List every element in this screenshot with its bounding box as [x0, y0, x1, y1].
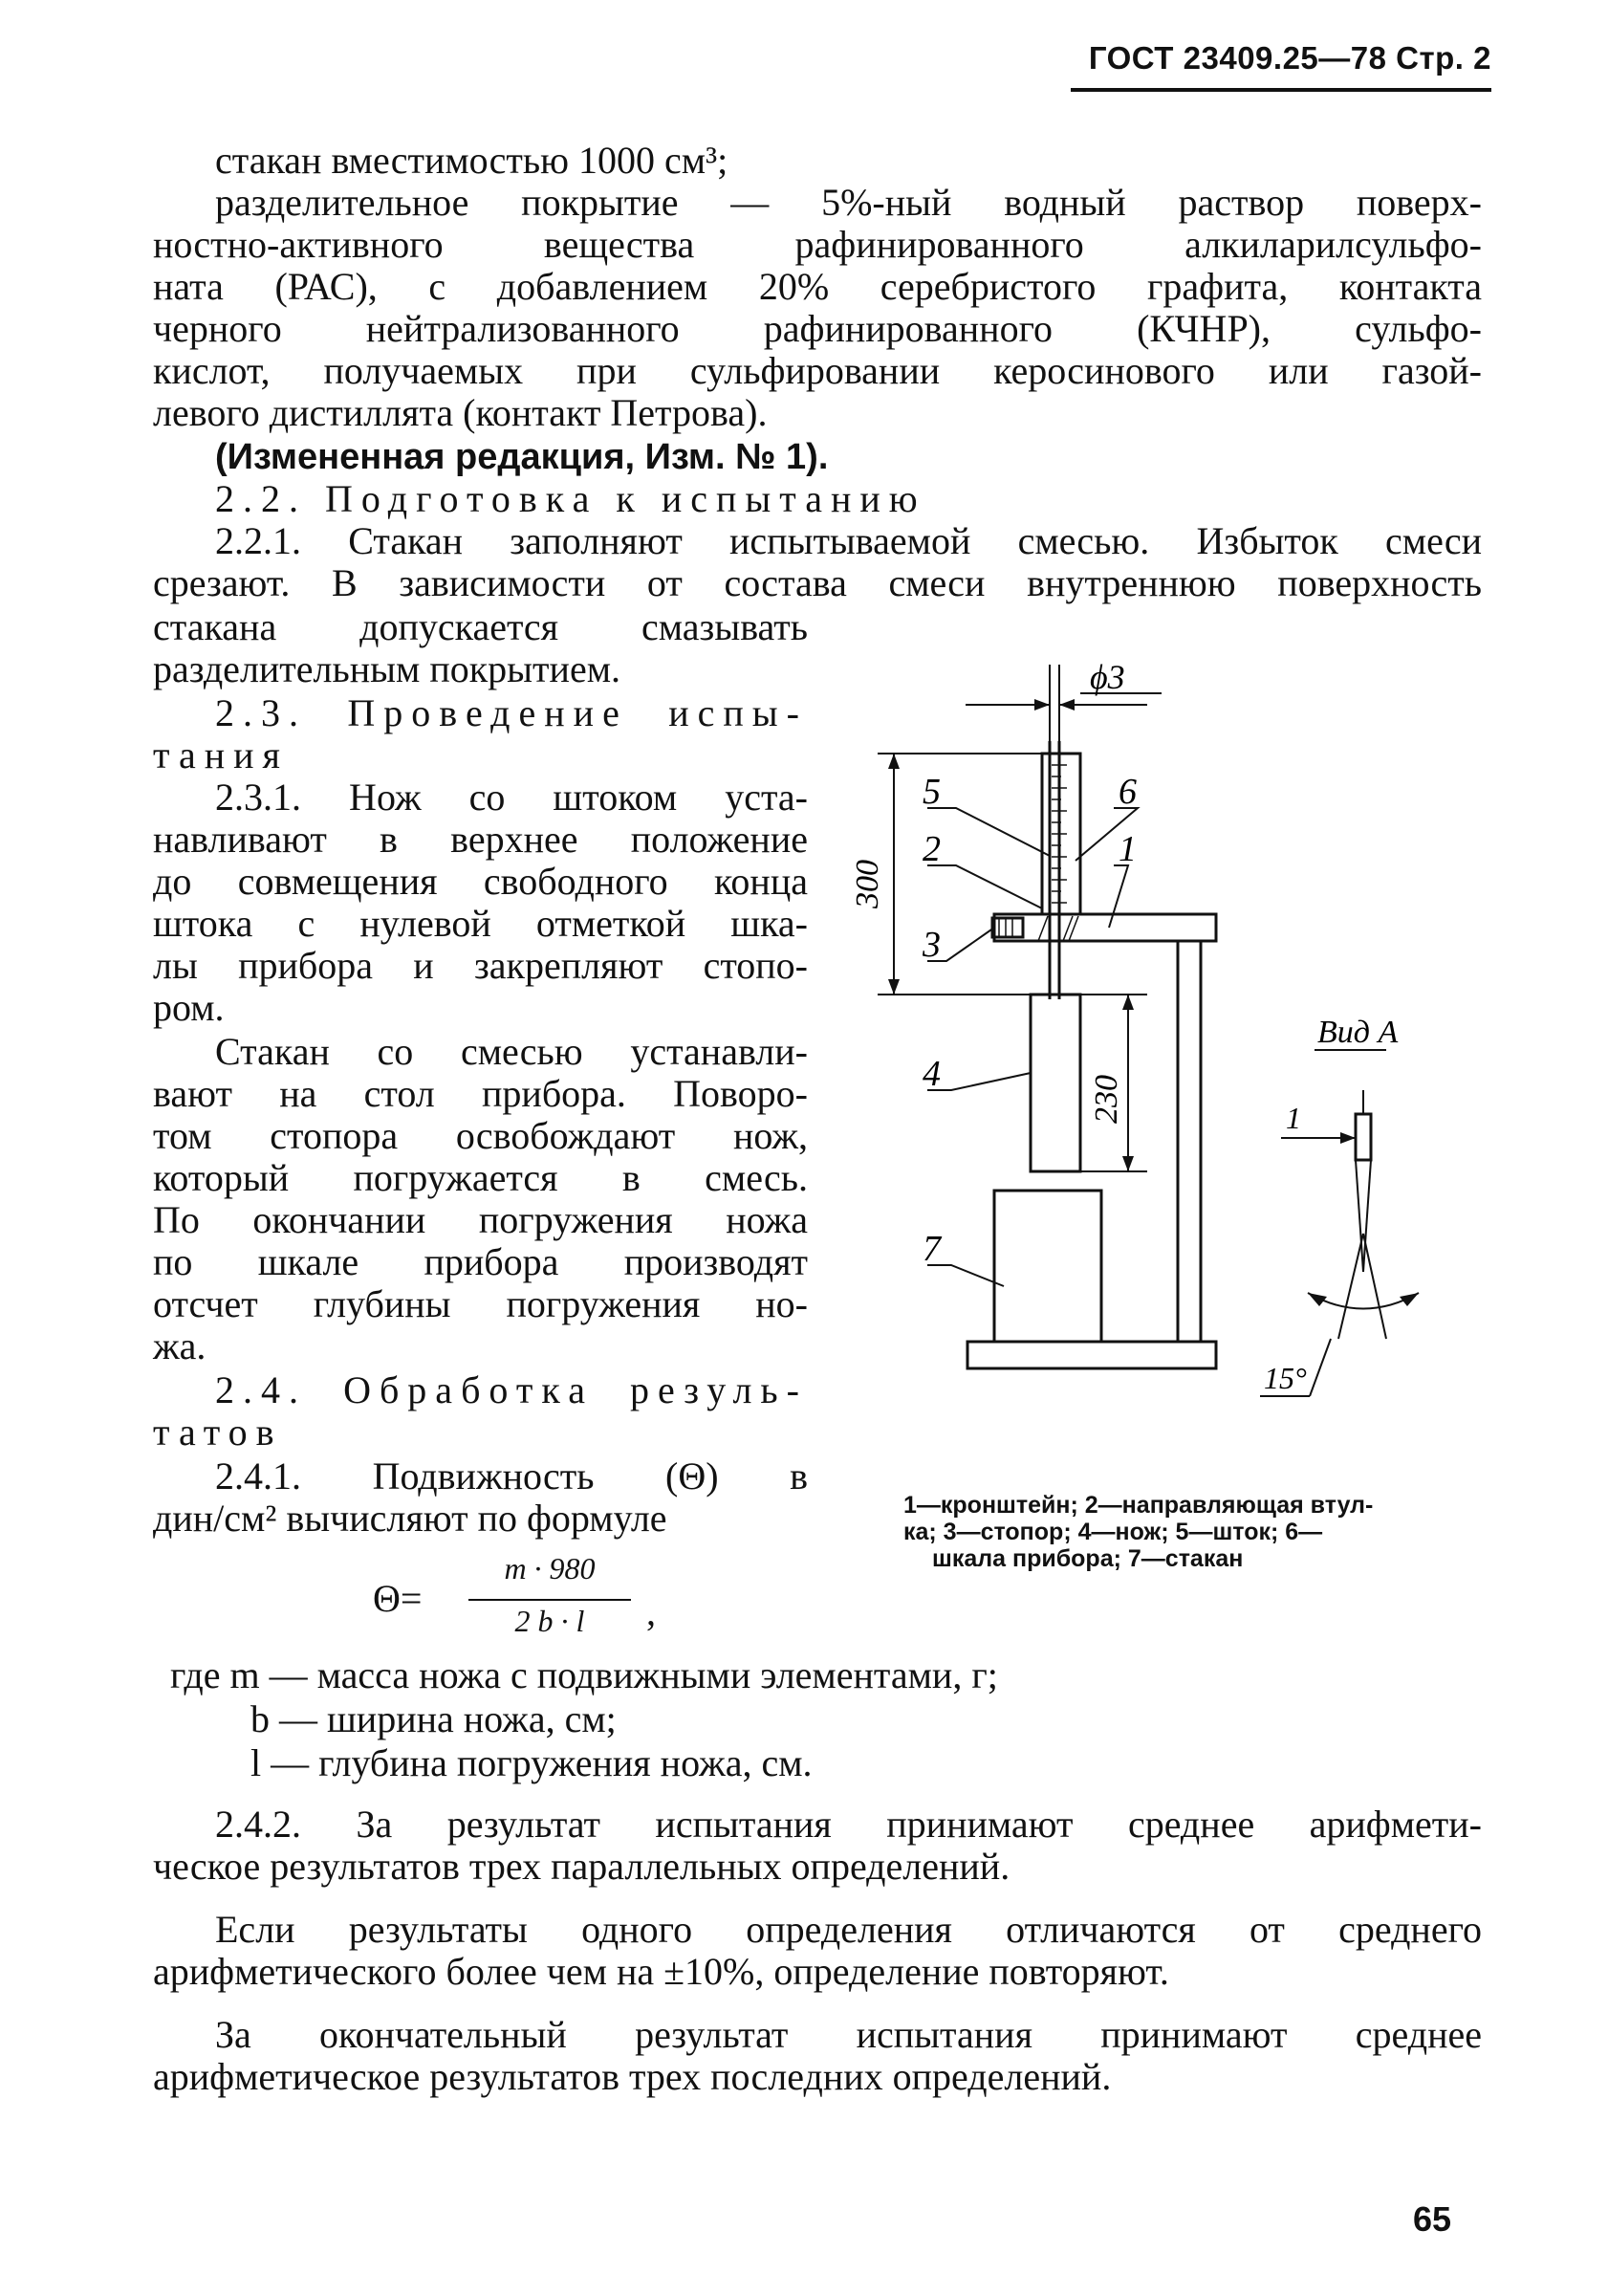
text-line: арифметического более чем на ±10%, определение повторяют.: [153, 1950, 1169, 1993]
text-line: который погружается в смесь.: [153, 1156, 808, 1199]
part-label-3: 3: [923, 925, 941, 965]
angle-label: 15°: [1264, 1361, 1307, 1395]
text-line: навливают в верхнее положение: [153, 818, 808, 861]
text-line: черного нейтрализованного рафинированного (КЧНР), сульфо-: [153, 307, 1482, 350]
text-line: стакан вместимостью 1000 см³;: [215, 139, 728, 182]
part-label-7: 7: [923, 1229, 941, 1269]
figure-caption: [903, 1492, 1477, 1572]
dimension-300-label: 300: [850, 860, 885, 908]
text-line: разделительное покрытие — 5%-ный водный раствор поверх-: [215, 181, 1482, 224]
text-line: кислот, получаемых при сульфировании керосинового или газой-: [153, 349, 1482, 392]
text-line: жа.: [153, 1324, 206, 1367]
text-line: 2.4.2. За результат испытания принимают среднее арифмети-: [215, 1803, 1482, 1846]
section-heading: татов: [153, 1410, 283, 1454]
text-line: За окончательный результат испытания принимают среднее: [215, 2013, 1482, 2056]
formula-lhs: Θ=: [373, 1577, 423, 1620]
text-line: Стакан со смесью устанавли-: [215, 1030, 808, 1073]
text-line: 2.3.1. Нож со штоком уста-: [215, 776, 808, 819]
view-a-label: Вид А: [1317, 1015, 1399, 1050]
part-label-2: 2: [923, 829, 941, 869]
text-line: штока с нулевой отметкой шка-: [153, 902, 808, 945]
section-heading: 2.3. Проведение испы-: [215, 691, 808, 734]
caption-line: ка; 3—стопор; 4—нож; 5—шток; 6—: [903, 1519, 1323, 1545]
part-label-4: 4: [923, 1054, 941, 1094]
part-label-5: 5: [923, 772, 941, 812]
variable-definition: b — ширина ножа, см;: [250, 1697, 617, 1740]
part-label-1: 1: [1119, 829, 1137, 869]
view-part-label-1: 1: [1286, 1101, 1301, 1135]
text-line: Если результаты одного определения отличаются от среднего: [215, 1908, 1482, 1951]
text-line: арифметическое результатов трех последних определений.: [153, 2055, 1112, 2098]
text-line: ната (РАС), с добавлением 20% серебристого графита, контакта: [153, 265, 1482, 308]
dimension-230-label: 230: [1089, 1075, 1124, 1124]
text-line: до совмещения свободного конца: [153, 860, 808, 903]
text-line: ром.: [153, 986, 225, 1029]
variable-definition: где m — масса ножа с подвижными элементами, г;: [170, 1653, 998, 1696]
text-line: том стопора освобождают нож,: [153, 1114, 808, 1157]
text-line: левого дистиллята (контакт Петрова).: [153, 391, 768, 434]
formula-denominator: 2 b · l: [514, 1604, 585, 1638]
text-line: срезают. В зависимости от состава смеси внутреннюю поверхность: [153, 561, 1482, 604]
text-line: отсчет глубины погружения но-: [153, 1282, 808, 1325]
text-line: по шкале прибора производят: [153, 1240, 808, 1283]
text-line: ностно-активного вещества рафинированного алкиларилсульфо-: [153, 223, 1482, 266]
text-line: разделительным покрытием.: [153, 647, 621, 690]
formula-comma: ,: [646, 1590, 656, 1633]
page-number: 65: [1413, 2199, 1452, 2239]
diameter-label: ϕ3: [1090, 658, 1125, 696]
section-heading: 2.2. Подготовка к испытанию: [215, 477, 926, 520]
page-header: ГОСТ 23409.25—78 Стр. 2: [1071, 40, 1491, 92]
section-heading: тания: [153, 733, 289, 776]
part-label-6: 6: [1119, 772, 1137, 812]
amendment-note: (Измененная редакция, Изм. № 1).: [215, 437, 829, 477]
text-line: 2.4.1. Подвижность (Θ) в: [215, 1454, 808, 1498]
text-line: лы прибора и закрепляют стопо-: [153, 944, 808, 987]
text-line: 2.2.1. Стакан заполняют испытываемой смесью. Избыток смеси: [215, 519, 1482, 562]
text-line: вают на стол прибора. Поворо-: [153, 1072, 808, 1115]
text-line: дин/см² вычисляют по формуле: [153, 1497, 667, 1540]
section-heading: 2.4. Обработка резуль-: [215, 1368, 808, 1411]
text-line: По окончании погружения ножа: [153, 1198, 808, 1241]
caption-line: шкала прибора; 7—стакан: [932, 1545, 1244, 1572]
variable-definition: l — глубина погружения ножа, см.: [250, 1741, 813, 1784]
text-line: стакана допускается смазывать: [153, 605, 808, 648]
caption-line: 1—кронштейн; 2—направляющая втул-: [903, 1492, 1374, 1519]
text-line: ческое результатов трех параллельных определений.: [153, 1845, 1010, 1888]
formula-numerator: m · 980: [504, 1551, 596, 1585]
